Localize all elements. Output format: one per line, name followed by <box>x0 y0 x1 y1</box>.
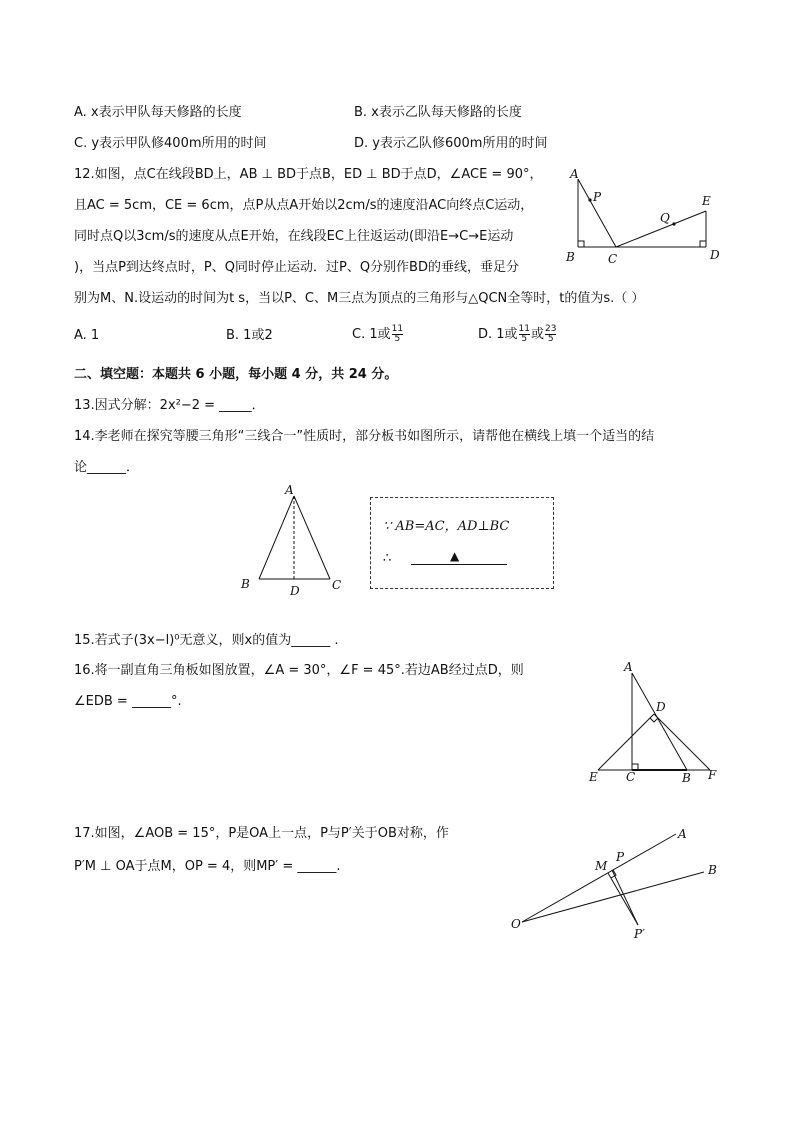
label-c: C <box>626 770 636 784</box>
q12-option-d-fraction-2 <box>545 325 556 344</box>
q15-text: 15.若式子(3x−l)⁰无意义，则x的值为______ . <box>74 633 339 648</box>
q13-text: 13.因式分解：2x²−2 = _____． <box>74 398 265 413</box>
fraction-denominator: 5 <box>394 334 401 344</box>
q12-option-c <box>352 323 404 347</box>
label-f: F <box>708 768 717 782</box>
label-p: P <box>593 190 602 204</box>
q16-line-1: 16.将一副直角三角板如图放置，∠A = 30°，∠F = 45°.若边AB经过点D，则 <box>74 663 524 678</box>
label-o: O <box>511 917 521 931</box>
label-c: C <box>332 578 342 592</box>
q14-box-line-1: ∵ AB=AC，AD⊥BC <box>383 519 510 534</box>
section-2-title: 二、填空题：本题共 6 小题，每小题 4 分，共 24 分。 <box>74 367 398 382</box>
q11-option-b: B. x表示乙队每天修路的长度 <box>354 105 522 120</box>
q12-option-d-fraction-1 <box>519 325 530 344</box>
q16-line-2: ∠EDB = ______°. <box>74 694 182 709</box>
q16-figure <box>584 655 724 787</box>
q17-line-1: 17.如图，∠AOB = 15°，P是OA上一点，P与P′关于OB对称，作 <box>74 826 449 841</box>
q12-option-d <box>478 323 557 347</box>
label-c: C <box>608 252 618 265</box>
label-q: Q <box>660 211 670 225</box>
label-e: E <box>589 770 598 784</box>
q14-figure <box>236 482 348 598</box>
q14-board-box <box>370 497 554 589</box>
q12-option-a: A. 1 <box>74 328 100 343</box>
fraction-numerator: 11 <box>391 324 404 334</box>
q12-option-c-fraction <box>392 325 403 344</box>
q12-line-1: 12.如图，点C在线段BD上，AB ⊥ BD于点B，ED ⊥ BD于点D，∠ACE = 90°， <box>74 167 543 182</box>
q12-option-b: B. 1或2 <box>226 328 273 343</box>
triangle-icon: ▲ <box>450 549 460 563</box>
q11-option-d: D. y表示乙队修600m所用的时间 <box>354 136 548 151</box>
label-p-prime: P′ <box>634 927 645 941</box>
fraction-numerator: 11 <box>518 324 530 334</box>
label-d: D <box>656 700 666 714</box>
fraction-denominator: 5 <box>521 334 528 344</box>
label-a: A <box>678 827 687 841</box>
q12-option-c-prefix: C. 1或 <box>352 327 391 342</box>
q12-line-3: 同时点Q以3cm/s的速度从点E开始，在线段EC上往返运动(即沿E→C→E运动 <box>74 229 514 244</box>
q14-line-1: 14.李老师在探究等腰三角形“三线合一”性质时，部分板书如图所示，请帮他在横线上填一个适当的结 <box>74 429 655 444</box>
label-a: A <box>624 660 633 674</box>
q17-figure <box>504 820 734 945</box>
q14-line-2: 论______． <box>74 460 140 475</box>
label-b: B <box>241 577 250 591</box>
label-b: B <box>566 250 575 264</box>
label-d: D <box>710 248 720 262</box>
label-m: M <box>595 859 608 873</box>
q12-line-4: )，当点P到达终点时，P、Q同时停止运动．过P、Q分别作BD的垂线，垂足分 <box>74 260 519 275</box>
q11-option-c: C. y表示甲队修400m所用的时间 <box>74 136 267 151</box>
label-a: A <box>285 483 294 497</box>
label-a: A <box>570 167 579 181</box>
label-b: B <box>708 863 717 877</box>
label-d: D <box>290 584 300 598</box>
fraction-denominator: 5 <box>547 334 554 344</box>
q12-line-5: 别为M、N.设运动的时间为t s，当以P、C、M三点为顶点的三角形与△QCN全等时，t的值为s.（ ） <box>74 291 645 306</box>
q12-figure <box>560 165 730 265</box>
q12-option-d-prefix: D. 1或 <box>478 327 518 342</box>
q14-box-therefore: ∴ <box>383 551 392 566</box>
label-b: B <box>682 771 691 785</box>
q12-option-d-mid: 或 <box>531 327 545 342</box>
label-e: E <box>702 194 711 208</box>
fraction-numerator: 23 <box>545 324 557 334</box>
q17-line-2: P′M ⊥ OA于点M，OP = 4，则MP′ = ______. <box>74 859 341 874</box>
q11-option-a: A. x表示甲队每天修路的长度 <box>74 105 242 120</box>
q12-line-2: 且AC = 5cm，CE = 6cm，点P从点A开始以2cm/s的速度沿AC向终点C运动， <box>74 198 534 213</box>
label-p: P <box>616 850 625 864</box>
